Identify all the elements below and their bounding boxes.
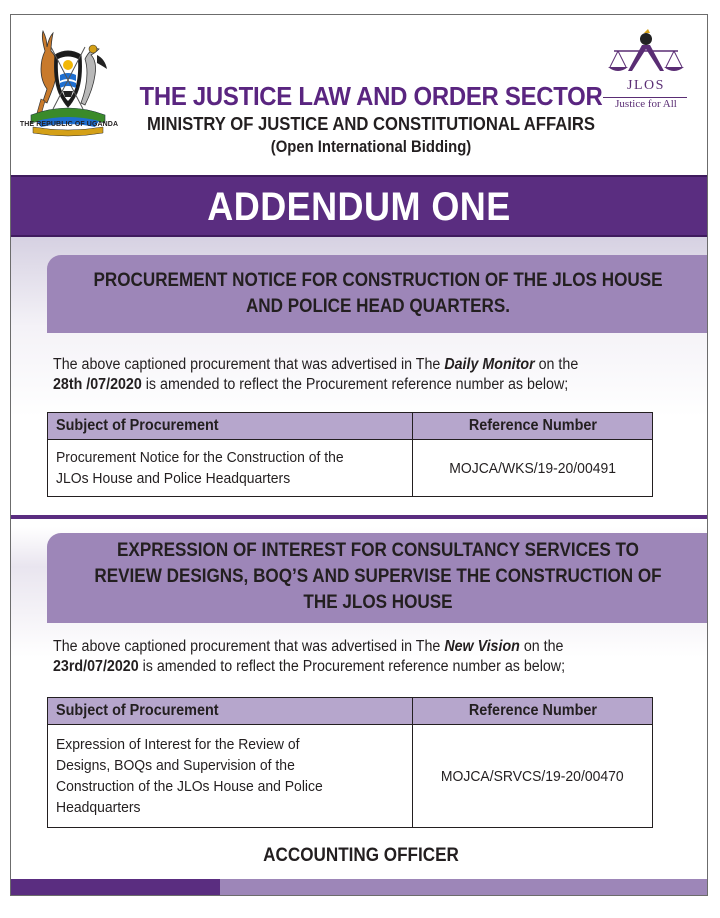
section-2-heading-line-1: EXPRESSION OF INTEREST FOR CONSULTANCY SERVICES TO [117, 540, 639, 561]
subject-column-header: Subject of Procurement [48, 698, 413, 725]
reference-column-header: Reference Number [413, 698, 653, 725]
subject-line: Expression of Interest for the Review of [56, 736, 300, 753]
subject-line: JLOs House and Police Headquarters [56, 470, 291, 487]
section-1-heading [47, 255, 708, 333]
section-1-heading-line-2: AND POLICE HEAD QUARTERS. [245, 296, 511, 317]
subject-line: Construction of the JLOs House and Police [56, 778, 323, 795]
coat-of-arms-caption: THE REPUBLIC OF UGANDA [19, 121, 119, 128]
section-2-heading [47, 533, 708, 623]
section-divider [11, 515, 707, 519]
section-2-para-mid: on the [519, 638, 564, 655]
section-1-newspaper: Daily Monitor [444, 356, 535, 373]
section-1-heading-line-1: PROCUREMENT NOTICE FOR CONSTRUCTION OF THE JLOS HOUSE [93, 270, 663, 291]
header [11, 15, 707, 175]
section-2-heading-line-3: THE JLOS HOUSE [303, 592, 453, 613]
footer-bar-dark [11, 879, 220, 896]
section-2-para-suffix: is amended to reflect the Procurement reference number as below; [138, 658, 566, 675]
section-1-table [47, 412, 653, 497]
subject-line: Designs, BOQs and Supervision of the [56, 757, 295, 774]
advert-frame [10, 14, 708, 896]
sector-title: THE JUSTICE LAW AND ORDER SECTOR [139, 81, 603, 111]
table-row [48, 440, 653, 497]
section-1-para-mid: on the [534, 356, 579, 373]
footer-bar-light [220, 879, 708, 896]
subject-line: Procurement Notice for the Construction of the [56, 449, 344, 466]
table-header-row [48, 698, 653, 725]
reference-cell: MOJCA/WKS/19-20/00491 [413, 440, 653, 497]
section-2-para-prefix: The above captioned procurement that was advertised in The [53, 638, 445, 655]
subject-cell [48, 725, 413, 828]
table-header-row [48, 413, 653, 440]
bidding-type: (Open International Bidding) [270, 138, 472, 156]
ministry-title: MINISTRY OF JUSTICE AND CONSTITUTIONAL AFFAIRS [146, 113, 596, 134]
subject-cell [48, 440, 413, 497]
subject-column-header: Subject of Procurement [48, 413, 413, 440]
section-2-paragraph [53, 637, 623, 677]
addendum-title: ADDENDUM ONE [207, 185, 511, 229]
section-1-para-prefix: The above captioned procurement that was advertised in The [53, 356, 445, 373]
reference-column-header: Reference Number [413, 413, 653, 440]
section-2-heading-line-2: REVIEW DESIGNS, BOQ’S AND SUPERVISE THE CONSTRUCTION OF [94, 566, 662, 587]
section-2-table [47, 697, 653, 828]
reference-cell: MOJCA/SRVCS/19-20/00470 [413, 725, 653, 828]
section-1-paragraph [53, 355, 623, 395]
section-1-para-suffix: is amended to reflect the Procurement reference number as below; [141, 376, 569, 393]
section-1-date: 28th /07/2020 [53, 376, 142, 393]
section-2-newspaper: New Vision [444, 638, 520, 655]
subject-line: Headquarters [56, 799, 141, 816]
jlos-logo-name: JLOS [627, 78, 665, 93]
jlos-logo-tagline: Justice for All [615, 98, 677, 110]
accounting-officer: ACCOUNTING OFFICER [263, 845, 459, 866]
section-2-date: 23rd/07/2020 [53, 658, 139, 675]
table-row [48, 725, 653, 828]
addendum-banner [11, 175, 707, 237]
